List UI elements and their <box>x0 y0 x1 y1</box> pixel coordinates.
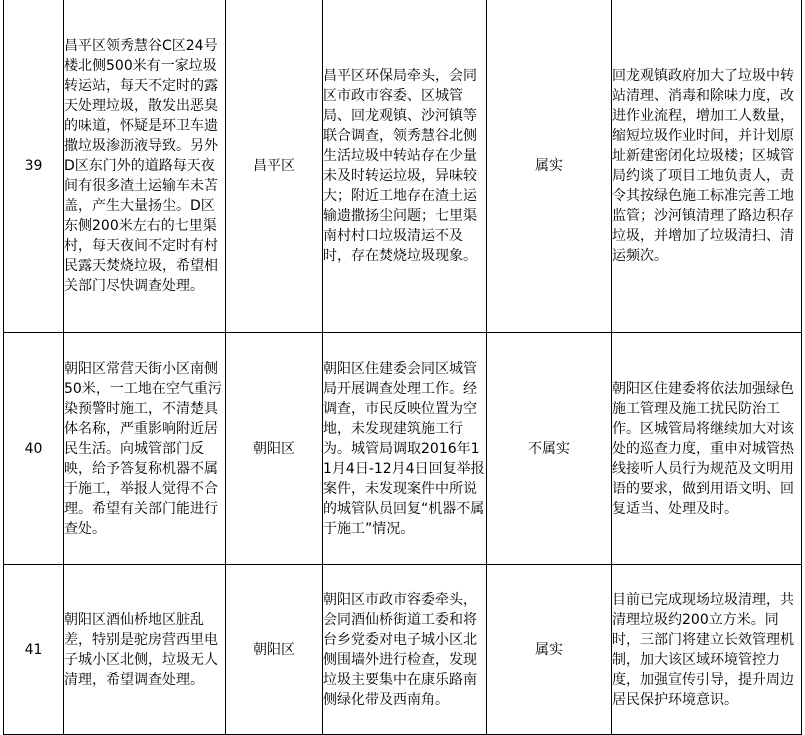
action-content: 目前已完成现场垃圾清理，共清理垃圾约200立方米。同时，三部门将建立长效管理机制，加大该区域环境管控力度，加强宣传引导，提升周边居民保护环境意识。 <box>612 591 794 708</box>
investigation-text <box>323 565 487 735</box>
investigation-content: 昌平区环保局牵头，会同区市政市容委、区城管局、回龙观镇、沙河镇等联合调查，领秀慧谷北侧生活垃圾中转站存在少量未及时转运垃圾，异味较大；附近工地存在渣土运输遗撒扬尘问题；七里渠南村村口垃圾清运不及时，存在焚烧垃圾现象。 <box>323 67 477 264</box>
verdict-cell: 属实 <box>487 0 612 333</box>
district-cell: 朝阳区 <box>226 565 323 735</box>
investigation-text <box>323 333 487 565</box>
action-text <box>612 333 802 565</box>
investigation-content: 朝阳区住建委会同区城管局开展调查处理工作。经调查，市民反映位置为空地，未发现建筑施工行为。城管局调取2016年11月4日-12月4日回复举报案件，未发现案件中所说的城管队员回复“机器不属于施工”情况。 <box>323 360 485 537</box>
action-text <box>612 565 802 735</box>
complaint-table <box>3 0 802 735</box>
action-content: 朝阳区住建委将依法加强绿色施工管理及施工扰民防治工作。区城管局将继续加大对该处的巡查力度，重申对城管热线接听人员行为规范及文明用语的要求，做到用语文明、回复适当、处理及时。 <box>612 380 794 517</box>
complaint-content: 朝阳区酒仙桥地区脏乱差，特别是驼房营西里电子城小区北侧，垃圾无人清理，希望调查处理。 <box>64 611 218 688</box>
investigation-text <box>323 0 487 333</box>
verdict-cell: 不属实 <box>487 333 612 565</box>
table-row <box>4 0 802 333</box>
action-text <box>612 0 802 333</box>
table-body <box>4 0 802 735</box>
district-cell: 昌平区 <box>226 0 323 333</box>
table-row <box>4 333 802 565</box>
complaint-text <box>64 565 226 735</box>
complaint-content: 昌平区领秀慧谷C区24号楼北侧500米有一家垃圾转运站，每天不定时的露天处理垃圾，散发出恶臭的味道，怀疑是环卫车遗撒垃圾渗沥液导致。另外D区东门外的道路每天夜间有很多渣土运输车未苫盖，产生大量扬尘。D区东侧200米左右的七里渠村，每天夜间不定时有村民露天焚烧垃圾，希望相关部门尽快调查处理。 <box>64 37 218 294</box>
verdict-cell: 属实 <box>487 565 612 735</box>
row-number: 40 <box>4 333 64 565</box>
complaint-text <box>64 333 226 565</box>
table-row <box>4 565 802 735</box>
investigation-content: 朝阳区市政市容委牵头，会同酒仙桥街道工委和将台乡党委对电子城小区北侧围墙外进行检查，发现垃圾主要集中在康乐路南侧绿化带及西南角。 <box>323 591 477 708</box>
complaint-text <box>64 0 226 333</box>
row-number: 39 <box>4 0 64 333</box>
complaint-content: 朝阳区常营天街小区南侧50米，一工地在空气重污染预警时施工，不清楚具体名称，严重影响附近居民生活。向城管部门反映，给予答复称机器不属于施工，举报人觉得不合理。希望有关部门能进行查处。 <box>64 360 222 537</box>
row-number: 41 <box>4 565 64 735</box>
district-cell: 朝阳区 <box>226 333 323 565</box>
action-content: 回龙观镇政府加大了垃圾中转站清理、消毒和除味力度，改进作业流程，增加工人数量，缩短垃圾作业时间，并计划原址新建密闭化垃圾楼；区城管局约谈了项目工地负责人，责令其按绿色施工标准完善工地监管；沙河镇清理了路边积存垃圾，并增加了垃圾清扫、清运频次。 <box>612 67 794 264</box>
